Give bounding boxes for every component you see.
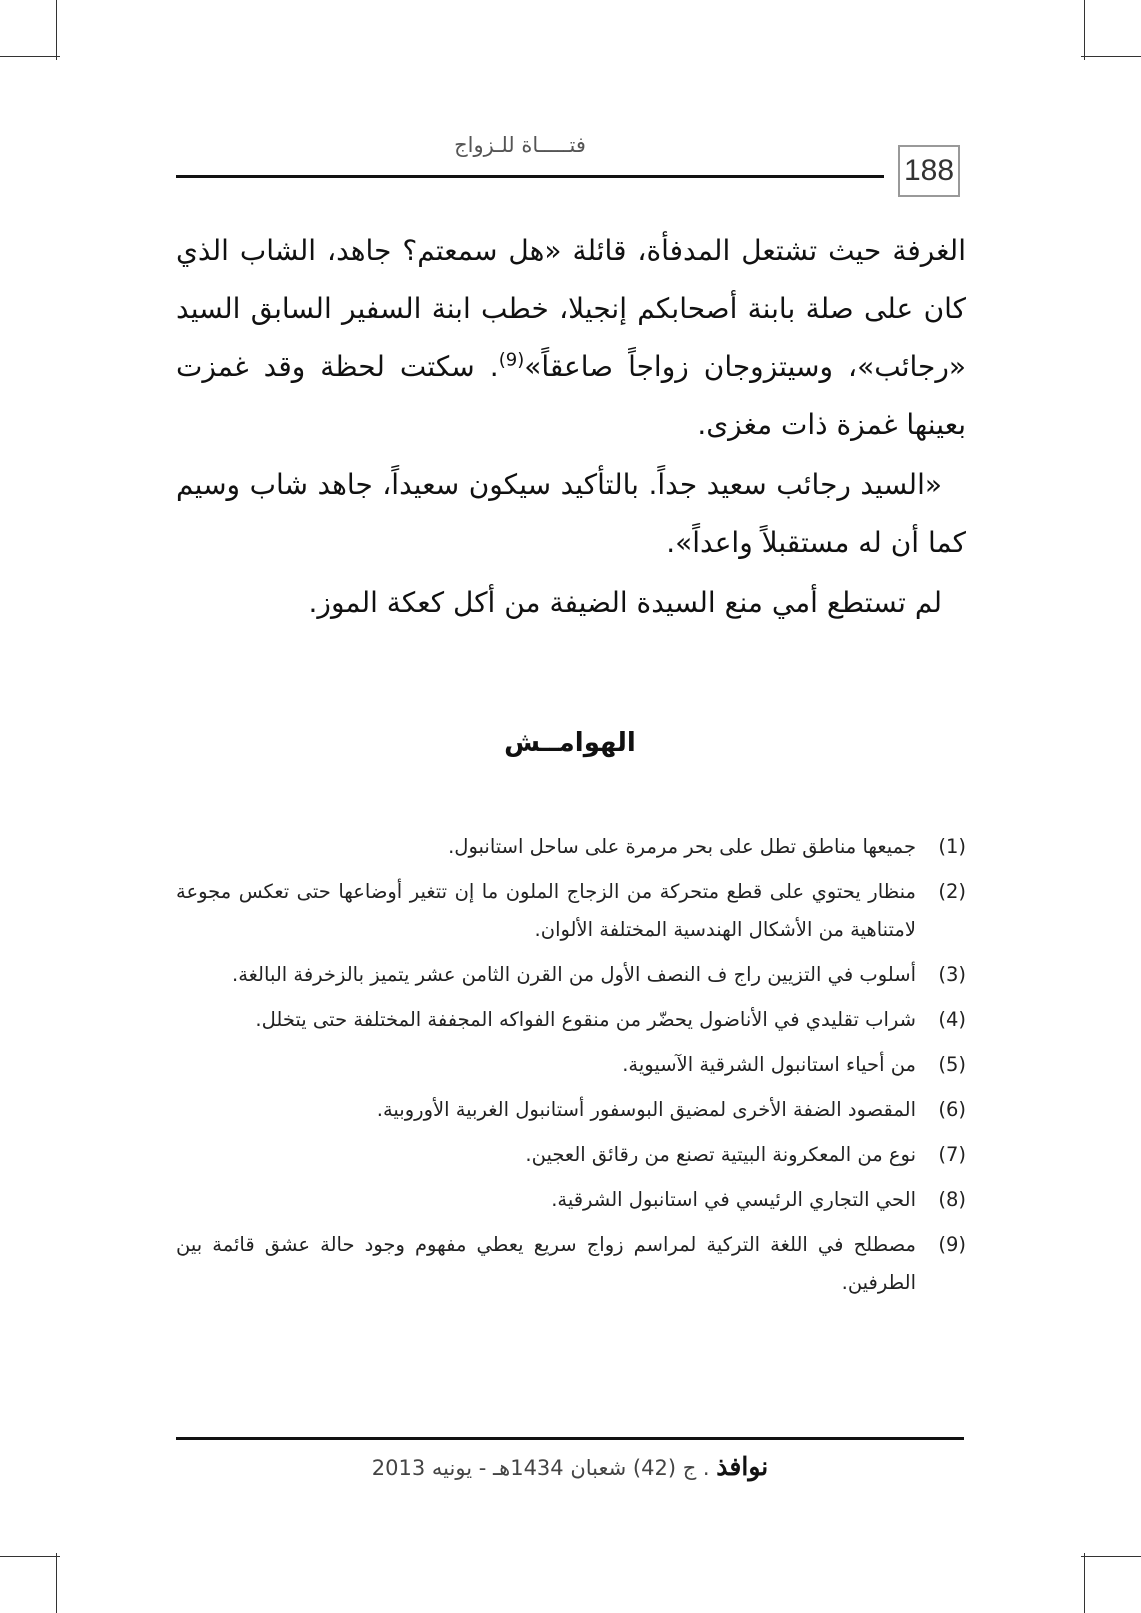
notes-heading: الهوامــش bbox=[504, 728, 636, 758]
crop-mark bbox=[56, 1553, 57, 1613]
footnote-number: (3) bbox=[938, 963, 966, 986]
body-text bbox=[176, 222, 966, 632]
footnote-item bbox=[176, 1136, 966, 1174]
footnote-number: (6) bbox=[938, 1098, 966, 1121]
header-rule bbox=[176, 175, 884, 178]
crop-mark bbox=[1081, 1556, 1141, 1557]
footnote-number: (2) bbox=[938, 880, 966, 903]
crop-mark bbox=[0, 56, 60, 57]
footnote-item bbox=[176, 1001, 966, 1039]
footnote-number: (8) bbox=[938, 1188, 966, 1211]
crop-mark bbox=[1084, 1553, 1085, 1613]
crop-mark bbox=[56, 0, 57, 60]
footer-rule bbox=[176, 1437, 964, 1440]
footnote-item bbox=[176, 1046, 966, 1084]
footer bbox=[176, 1452, 964, 1481]
footnote-item bbox=[176, 1226, 966, 1302]
footnote-text: منظار يحتوي على قطع متحركة من الزجاج الملون ما إن تتغير أوضاعها حتى تعكس مجوعة لامتناهية من الأشكال الهندسية المختلفة الألوان. bbox=[176, 880, 916, 941]
footnote-number: (1) bbox=[938, 835, 966, 858]
footnote-text: الحي التجاري الرئيسي في استانبول الشرقية. bbox=[551, 1188, 916, 1211]
body-paragraph-text: . سكتت لحظة وقد غمزت بعينها غمزة ذات مغزى. bbox=[176, 350, 966, 441]
footnote-item bbox=[176, 873, 966, 949]
crop-mark bbox=[1081, 56, 1141, 57]
body-paragraph bbox=[176, 222, 966, 454]
footnote-text: مصطلح في اللغة التركية لمراسم زواج سريع يعطي مفهوم وجود حالة عشق قائمة بين الطرفين. bbox=[176, 1233, 916, 1294]
page-number: 188 bbox=[898, 145, 960, 197]
footnote-number: (9) bbox=[938, 1233, 966, 1256]
footnote-item bbox=[176, 956, 966, 994]
footnote-reference: (9) bbox=[498, 349, 525, 371]
footnotes-list bbox=[176, 828, 966, 1309]
body-paragraph: لم تستطع أمي منع السيدة الضيفة من أكل كعكة الموز. bbox=[308, 586, 942, 619]
crop-mark bbox=[0, 1556, 60, 1557]
issue-info: . ج (42) شعبان 1434هـ - يونيه 2013 bbox=[371, 1456, 710, 1480]
footnote-text: من أحياء استانبول الشرقية الآسيوية. bbox=[622, 1053, 916, 1076]
footnote-text: أسلوب في التزيين راج ف النصف الأول من القرن الثامن عشر يتميز بالزخرفة البالغة. bbox=[232, 963, 916, 986]
crop-mark bbox=[1084, 0, 1085, 60]
footnote-number: (7) bbox=[938, 1143, 966, 1166]
footnote-item bbox=[176, 828, 966, 866]
running-head-title: فتـــــاة للـزواج bbox=[454, 133, 586, 157]
footnote-text: جميعها مناطق تطل على بحر مرمرة على ساحل استانبول. bbox=[448, 835, 916, 858]
footnote-text: المقصود الضفة الأخرى لمضيق البوسفور أستانبول الغربية الأوروبية. bbox=[376, 1098, 916, 1121]
footnote-number: (5) bbox=[938, 1053, 966, 1076]
footnote-text: شراب تقليدي في الأناضول يحضّر من منقوع الفواكه المجففة المختلفة حتى يتخلل. bbox=[255, 1008, 916, 1031]
footnote-number: (4) bbox=[938, 1008, 966, 1031]
footnote-item bbox=[176, 1091, 966, 1129]
footnote-text: نوع من المعكرونة البيتية تصنع من رقائق العجين. bbox=[525, 1143, 916, 1166]
body-paragraph: «السيد رجائب سعيد جداً. بالتأكيد سيكون سعيداً، جاهد شاب وسيم كما أن له مستقبلاً واعداً». bbox=[176, 468, 966, 559]
journal-logo: نوافذ bbox=[716, 1452, 769, 1481]
body-paragraph-text: الغرفة حيث تشتعل المدفأة، قائلة «هل سمعتم؟ جاهد، الشاب الذي كان على صلة بابنة أصحابكم إنجيلا، خطب ابنة السفير السابق السيد «رجائب»، وسيتزوجان زواجاً صاعقاً» bbox=[176, 234, 966, 383]
footnote-item bbox=[176, 1181, 966, 1219]
